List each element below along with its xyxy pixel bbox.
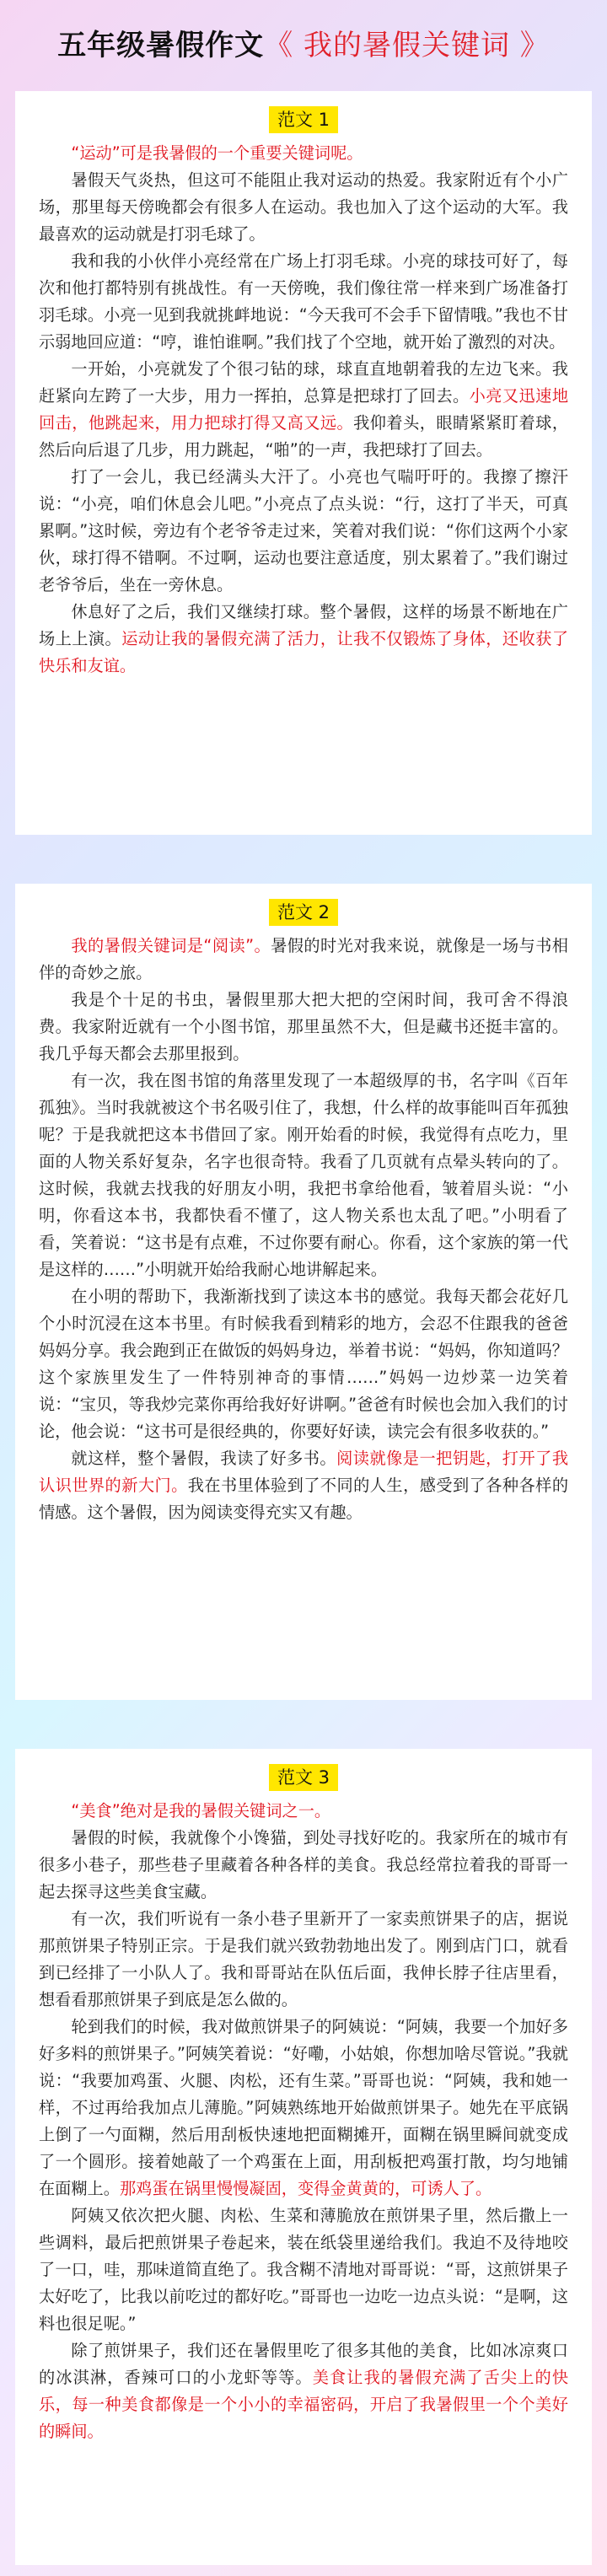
paragraph-text: 我仰着头，眼睛紧紧盯着球，然后向后退了几步，用力跳起，“啪”的一声，我把球打了回去。 xyxy=(39,413,569,460)
paragraph-text: 轮到我们的时候，我对做煎饼果子的阿姨说：“阿姨，我要一个加好多好多料的煎饼果子。”阿姨笑着说：“好嘞，小姑娘，你想加啥尽管说。”我就说：“我要加鸡蛋、火腿、肉松，还有生菜。”哥哥也说：“阿姨，我和她一样，不过再给我加点儿薄脆。”阿姨熟练地开始做煎饼果子。她先在平底锅上倒了一勺面糊，然后用刮板快速地把面糊摊开，面糊在锅里瞬间就变成了一个圆形。接着她敲了一个鸡蛋在上面，用刮板把鸡蛋打散，均匀地铺在面糊上。 xyxy=(39,2017,568,2198)
essay-paragraph xyxy=(39,933,568,987)
paragraph-text: 有一次，我在图书馆的角落里发现了一本超级厚的书，名字叫《百年孤独》。当时我就被这个书名吸引住了，我想，什么样的故事能叫百年孤独呢？于是我就把这本书借回了家。刚开始看的时候，我觉得有点吃力，里面的人物关系好复杂，名字也很奇特。我看了几页就有点晕头转向的了。这时候，我就去找我的好朋友小明，我把书拿给他看，皱着眉头说：“小明，你看这本书，我都快看不懂了，这人物关系也太乱了吧。”小明看了看，笑着说：“这书是有点难，不过你要有耐心。你看，这个家族的第一代是这样的……”小明就开始给我耐心地讲解起来。 xyxy=(39,1071,568,1279)
essay-paragraph xyxy=(39,987,568,1068)
page-title xyxy=(57,22,550,63)
page-header xyxy=(0,0,607,84)
highlight-text: 那鸡蛋在锅里慢慢凝固，变得金黄黄的，可诱人了。 xyxy=(119,2179,492,2198)
essay-paragraph xyxy=(39,167,568,248)
paragraph-text: 在小明的帮助下，我渐渐找到了读这本书的感觉。我每天都会花好几个小时沉浸在这本书里。有时候我看到精彩的地方，会忍不住跟我的爸爸妈妈分享。我会跑到正在做饭的妈妈身边，举着书说：“妈妈，你知道吗？这个家族里发生了一件特别神奇的事情……”妈妈一边炒菜一边笑着说：“宝贝，等我炒完菜你再给我好好讲啊。”爸爸有时候也会加入我们的讨论，他会说：“这书可是很经典的，你要好好读，读完会有很多收获的。” xyxy=(39,1287,568,1441)
title-prefix: 五年级暑假作文 xyxy=(57,28,265,62)
essay-paragraph xyxy=(39,1283,568,1445)
highlight-text: “运动”可是我暑假的一个重要关键词呢。 xyxy=(71,143,363,163)
highlight-text: 小亮又迅速地回击，他跳起来，用力把球打得又高又远。 xyxy=(39,386,569,433)
paragraph-text: 阿姨又依次把火腿、肉松、生菜和薄脆放在煎饼果子里，然后撒上一些调料，最后把煎饼果子卷起来，装在纸袋里递给我们。我迫不及待地咬了一口，哇，那味道简直绝了。我含糊不清地对哥哥说：“哥，这煎饼果子太好吃了，比我以前吃过的都好吃。”哥哥也一边吃一边点头说：“是啊，这料也很足呢。” xyxy=(39,2206,568,2333)
essay-label: 范文 2 xyxy=(269,899,338,926)
highlight-text: 阅读就像是一把钥匙，打开了我认识世界的新大门。 xyxy=(39,1449,569,1495)
essay-paragraph xyxy=(39,1445,568,1526)
essay-paragraph xyxy=(39,2337,568,2445)
highlight-text: “美食”绝对是我的暑假关键词之一。 xyxy=(71,1801,331,1820)
essay-paragraph xyxy=(39,464,568,599)
essay-card-1 xyxy=(15,91,592,835)
essay-paragraph xyxy=(39,248,568,356)
essay-paragraph xyxy=(39,1825,568,1906)
essay-label: 范文 3 xyxy=(269,1764,338,1791)
essay-card-3 xyxy=(15,1749,592,2565)
paragraph-text: 我在书里体验到了不同的人生，感受到了各种各样的情感。这个暑假，因为阅读变得充实又有趣。 xyxy=(39,1476,569,1522)
essay-paragraph xyxy=(39,1906,568,2014)
paragraph-text: 休息好了之后，我们又继续打球。整个暑假，这样的场景不断地在广场上上演。 xyxy=(39,602,568,648)
essay-card-2 xyxy=(15,884,592,1700)
essay-paragraph xyxy=(39,356,568,464)
essay-paragraph xyxy=(39,599,568,680)
paragraph-text: 除了煎饼果子，我们还在暑假里吃了很多其他的美食，比如冰凉爽口的冰淇淋，香辣可口的小龙虾等等。 xyxy=(39,2341,568,2387)
paragraph-text: 暑假的时候，我就像个小馋猫，到处寻找好吃的。我家所在的城市有很多小巷子，那些巷子里藏着各种各样的美食。我总经常拉着我的哥哥一起去探寻这些美食宝藏。 xyxy=(39,1828,568,1901)
paragraph-text: 我和我的小伙伴小亮经常在广场上打羽毛球。小亮的球技可好了，每次和他打都特别有挑战性。有一天傍晚，我们像往常一样来到广场准备打羽毛球。小亮一见到我就挑衅地说：“今天我可不会手下留情哦。”我也不甘示弱地回应道：“哼，谁怕谁啊。”我们找了个空地，就开始了激烈的对决。 xyxy=(39,251,568,352)
essay-paragraph xyxy=(39,2014,568,2202)
paragraph-text: 暑假天气炎热，但这可不能阻止我对运动的热爱。我家附近有个小广场，那里每天傍晚都会有很多人在运动。我也加入了这个运动的大军。我最喜欢的运动就是打羽毛球了。 xyxy=(39,170,568,244)
essay-paragraph xyxy=(39,1798,568,1825)
highlight-text: 美食让我的暑假充满了舌尖上的快乐，每一种美食都像是一个小小的幸福密码，开启了我暑假里一个个美好的瞬间。 xyxy=(39,2368,569,2441)
essay-paragraph xyxy=(39,2202,568,2337)
essay-body xyxy=(39,1798,568,2445)
essay-label: 范文 1 xyxy=(269,106,338,133)
essay-body xyxy=(39,140,568,680)
paragraph-text: 我是个十足的书虫，暑假里那大把大把的空闲时间，我可舍不得浪费。我家附近就有一个小图书馆，那里虽然不大，但是藏书还挺丰富的。我几乎每天都会去那里报到。 xyxy=(39,990,568,1063)
paragraph-text: 打了一会儿，我已经满头大汗了。小亮也气喘吁吁的。我擦了擦汗说：“小亮，咱们休息会儿吧。”小亮点了点头说：“行，这打了半天，可真累啊。”这时候，旁边有个老爷爷走过来，笑着对我们说：“你们这两个小家伙，球打得不错啊。不过啊，运动也要注意适度，别太累着了。”我们谢过老爷爷后，坐在一旁休息。 xyxy=(39,467,568,594)
highlight-text: 我的暑假关键词是“阅读”。 xyxy=(71,936,271,955)
paragraph-text: 暑假的时光对我来说，就像是一场与书相伴的奇妙之旅。 xyxy=(39,936,568,982)
essay-paragraph xyxy=(39,140,568,167)
essay-body xyxy=(39,933,568,1526)
paragraph-text: 有一次，我们听说有一条小巷子里新开了一家卖煎饼果子的店，据说那煎饼果子特别正宗。于是我们就兴致勃勃地出发了。刚到店门口，就看到已经排了一小队人了。我和哥哥站在队伍后面，我伸长脖子往店里看，想看看那煎饼果子到底是怎么做的。 xyxy=(39,1909,568,2009)
paragraph-text: 就这样，整个暑假，我读了好多书。 xyxy=(71,1449,337,1468)
highlight-text: 运动让我的暑假充满了活力，让我不仅锻炼了身体，还收获了快乐和友谊。 xyxy=(39,629,569,675)
paragraph-text: 一开始，小亮就发了个很刁钻的球，球直直地朝着我的左边飞来。我赶紧向左跨了一大步，用力一挥拍，总算是把球打了回去。 xyxy=(39,359,568,406)
title-topic: 《 我的暑假关键词 》 xyxy=(264,28,550,62)
essay-paragraph xyxy=(39,1068,568,1283)
